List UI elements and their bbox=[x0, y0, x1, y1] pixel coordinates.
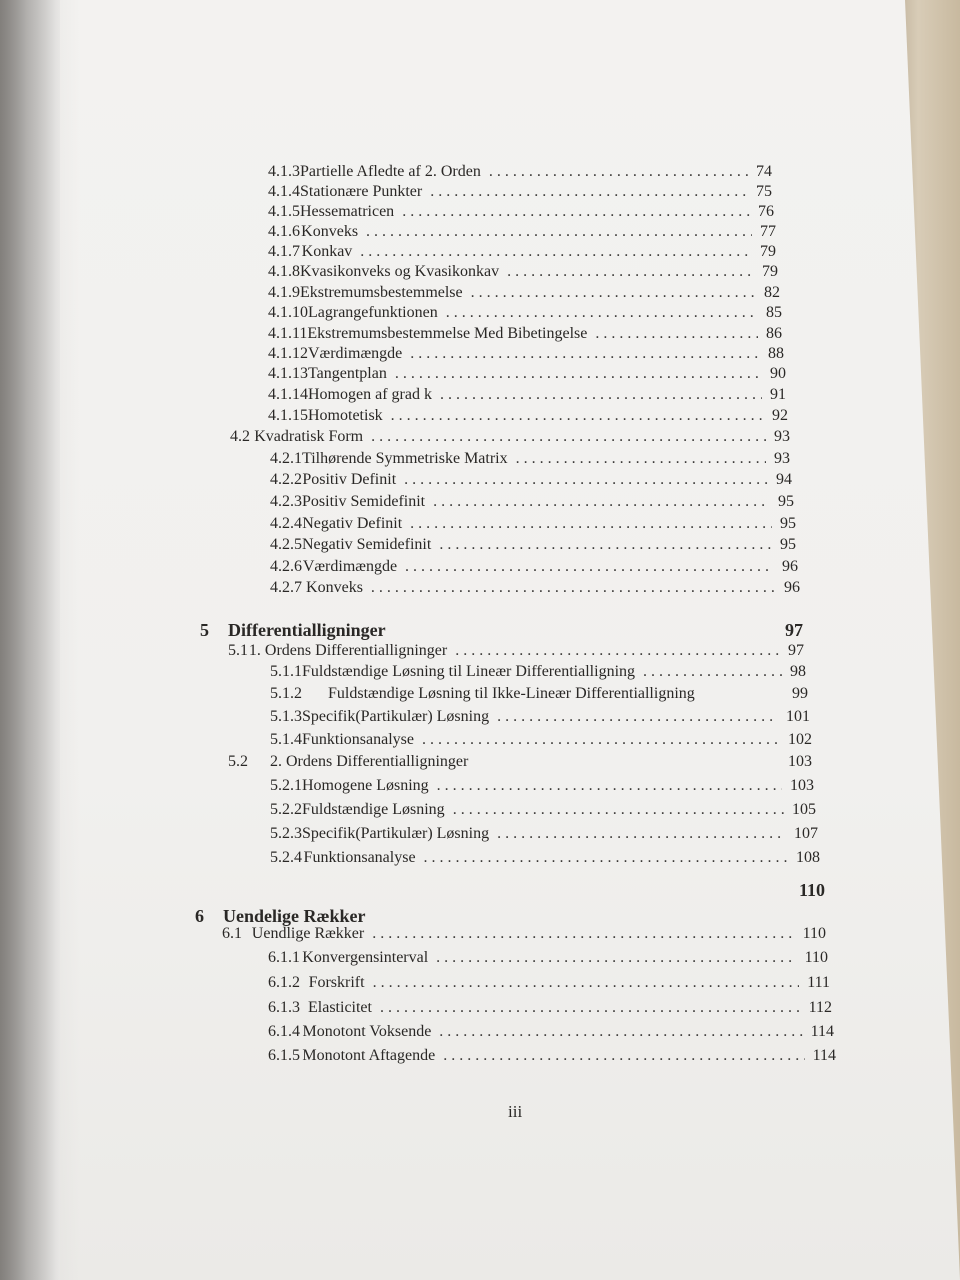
toc-title: Funktionsanalyse bbox=[303, 849, 416, 866]
toc-leader bbox=[489, 162, 748, 182]
toc-number: 4.1.14 bbox=[268, 386, 308, 403]
toc-number: 5.2.3 bbox=[270, 825, 302, 842]
toc-title: Forskrift bbox=[308, 974, 365, 991]
toc-entry-5-1-3 bbox=[270, 707, 810, 727]
toc-entry-6-1 bbox=[222, 924, 826, 944]
toc-leader bbox=[497, 707, 778, 727]
toc-leader bbox=[433, 492, 770, 512]
toc-leader bbox=[371, 427, 766, 447]
toc-page: 102 bbox=[788, 731, 812, 748]
toc-leader bbox=[643, 662, 782, 682]
toc-entry-5-2-1 bbox=[270, 776, 814, 796]
toc-title: Kvasikonveks og Kvasikonkav bbox=[300, 263, 500, 280]
toc-leader bbox=[372, 924, 794, 944]
toc-page: 110 bbox=[798, 880, 825, 900]
toc-title: Konkav bbox=[301, 243, 353, 260]
toc-leader bbox=[402, 202, 750, 222]
toc-leader bbox=[516, 449, 766, 469]
toc-entry-4-1-12 bbox=[268, 344, 784, 364]
toc-page: 110 bbox=[802, 925, 826, 942]
toc-title: Negativ Definit bbox=[302, 515, 403, 532]
toc-title: Stationære Punkter bbox=[300, 183, 423, 200]
toc-page: 112 bbox=[808, 999, 832, 1016]
toc-title: Positiv Definit bbox=[302, 471, 397, 488]
toc-title: Negativ Semidefinit bbox=[302, 536, 432, 553]
toc-page: 74 bbox=[756, 163, 772, 180]
toc-number: 5.2.1 bbox=[270, 777, 302, 794]
toc-leader bbox=[446, 303, 758, 323]
toc-entry-6-1-3 bbox=[268, 998, 832, 1018]
toc-page: 95 bbox=[780, 515, 796, 532]
toc-number: 5.1.4 bbox=[270, 731, 302, 748]
toc-title: Specifik(Partikulær) Løsning bbox=[302, 825, 490, 842]
toc-page: 95 bbox=[778, 493, 794, 510]
toc-page: 103 bbox=[788, 753, 812, 770]
toc-entry-6-1-4 bbox=[268, 1022, 834, 1042]
toc-entry-4-2-3 bbox=[270, 492, 794, 512]
toc-page: 97 bbox=[785, 620, 803, 640]
toc-page: 95 bbox=[780, 536, 796, 553]
toc-number: 5.1.1 bbox=[270, 663, 302, 680]
toc-title: Funktionsanalyse bbox=[302, 731, 414, 748]
toc-entry-5-1-1 bbox=[270, 662, 806, 682]
toc-leader bbox=[430, 182, 748, 202]
toc-page: 99 bbox=[792, 685, 808, 702]
toc-leader bbox=[410, 514, 772, 534]
page-number-roman: iii bbox=[508, 1102, 523, 1121]
toc-page: 94 bbox=[776, 471, 792, 488]
toc-page: 88 bbox=[768, 345, 784, 362]
toc-title: Uendelige Rækker bbox=[223, 906, 366, 926]
toc-leader bbox=[422, 730, 780, 750]
toc-title: Monotont Voksende bbox=[302, 1023, 432, 1040]
toc-title: Monotont Aftagende bbox=[302, 1047, 436, 1064]
toc-entry-5-1-4 bbox=[270, 730, 812, 750]
toc-number: 4.1.3 bbox=[268, 163, 300, 180]
toc-page: 79 bbox=[762, 263, 778, 280]
toc-leader bbox=[366, 222, 752, 242]
toc-page: 92 bbox=[772, 407, 788, 424]
toc-leader bbox=[440, 385, 762, 405]
toc-entry-5-1-2 bbox=[270, 684, 808, 704]
toc-leader bbox=[497, 824, 786, 844]
toc-page: 86 bbox=[766, 325, 782, 342]
toc-leader bbox=[373, 973, 800, 993]
toc-entry-4-2-2 bbox=[270, 470, 792, 490]
toc-number: 5.2.2 bbox=[270, 801, 302, 818]
toc-page: 105 bbox=[792, 801, 816, 818]
toc-title: Konveks bbox=[306, 579, 363, 596]
toc-number: 4.2.5 bbox=[270, 536, 302, 553]
toc-leader bbox=[391, 406, 764, 426]
toc-page: 93 bbox=[774, 428, 790, 445]
toc-entry-4-2-6 bbox=[270, 557, 798, 577]
toc-number: 4.2 bbox=[230, 428, 250, 445]
toc-entry-4-1-7 bbox=[268, 242, 776, 262]
toc-leader bbox=[371, 578, 776, 598]
toc-leader bbox=[453, 800, 784, 820]
toc-title: Værdimængde bbox=[308, 345, 403, 362]
toc-page: 96 bbox=[784, 579, 800, 596]
toc-entry-4-1-3 bbox=[268, 162, 772, 182]
toc-page: 76 bbox=[758, 203, 774, 220]
toc-page: 110 bbox=[804, 949, 828, 966]
toc-number: 5.2 bbox=[228, 753, 248, 770]
toc-title: Differentialligninger bbox=[228, 620, 386, 640]
toc-number: 5.1.2 bbox=[270, 685, 302, 702]
toc-leader bbox=[439, 1022, 802, 1042]
toc-number: 4.2.6 bbox=[270, 558, 302, 575]
toc-entry-4-1-10 bbox=[268, 303, 782, 323]
toc-page: 97 bbox=[788, 642, 804, 659]
toc-page: 77 bbox=[760, 223, 776, 240]
toc-entry-4-2-5 bbox=[270, 535, 796, 555]
toc-leader bbox=[360, 242, 752, 262]
toc-title: Homotetisk bbox=[308, 407, 383, 424]
toc-leader bbox=[404, 470, 768, 490]
toc-title: Partielle Afledte af 2. Orden bbox=[300, 163, 481, 180]
toc-title: Fuldstændige Løsning bbox=[302, 801, 445, 818]
toc-number: 5.2.4 bbox=[270, 849, 302, 866]
toc-number: 4.1.5 bbox=[268, 203, 300, 220]
toc-entry-4-1-4 bbox=[268, 182, 772, 202]
toc-entry-6-1-1 bbox=[268, 948, 828, 968]
toc-entry-4-2-4 bbox=[270, 514, 796, 534]
toc-leader bbox=[471, 283, 756, 303]
toc-number: 4.1.6 bbox=[268, 223, 300, 240]
toc-page: 98 bbox=[790, 663, 806, 680]
toc-number: 4.1.10 bbox=[268, 304, 308, 321]
toc-number: 5.1 bbox=[228, 642, 248, 659]
toc-title: Konveks bbox=[301, 223, 359, 240]
toc-leader bbox=[436, 948, 796, 968]
toc-title: 2. Ordens Differentialligninger bbox=[270, 753, 469, 770]
toc-leader bbox=[443, 1046, 804, 1066]
toc-entry-4-1-8 bbox=[268, 262, 778, 282]
toc-leader bbox=[395, 364, 762, 384]
toc-title: Kvadratisk Form bbox=[254, 428, 364, 445]
toc-page: 82 bbox=[764, 284, 780, 301]
toc-title: Elasticitet bbox=[308, 999, 372, 1016]
toc-leader bbox=[595, 324, 758, 344]
toc-entry-4-1-5 bbox=[268, 202, 774, 222]
toc-entry-4-2-1 bbox=[270, 449, 790, 469]
toc-title: Konvergensinterval bbox=[302, 949, 429, 966]
toc-title: Værdimængde bbox=[302, 558, 398, 575]
toc-page: 107 bbox=[794, 825, 818, 842]
toc-page: 75 bbox=[756, 183, 772, 200]
toc-entry-4-1-9 bbox=[268, 283, 780, 303]
toc-number: 4.1.8 bbox=[268, 263, 300, 280]
toc-leader bbox=[424, 848, 788, 868]
toc-number: 4.2.2 bbox=[270, 471, 302, 488]
toc-entry-4-2 bbox=[230, 427, 790, 447]
toc-leader bbox=[437, 776, 782, 796]
toc-title: Homogen af grad k bbox=[308, 386, 432, 403]
toc-entry-5-1 bbox=[228, 641, 804, 661]
toc-number: 4.2.1 bbox=[270, 450, 302, 467]
toc-title: Tilhørende Symmetriske Matrix bbox=[302, 450, 508, 467]
toc-title: Lagrangefunktionen bbox=[308, 304, 438, 321]
toc-entry-5-2 bbox=[228, 752, 812, 772]
toc-page: 114 bbox=[810, 1023, 834, 1040]
toc-entry-4-1-14 bbox=[268, 385, 786, 405]
toc-title: Specifik(Partikulær) Løsning bbox=[302, 708, 490, 725]
toc-entry-5-2-2 bbox=[270, 800, 816, 820]
toc-title: Hessematricen bbox=[300, 203, 395, 220]
toc-number: 4.1.4 bbox=[268, 183, 300, 200]
toc-title: Homogene Løsning bbox=[302, 777, 429, 794]
toc-entry-4-1-13 bbox=[268, 364, 786, 384]
toc-entry-5-2-4 bbox=[270, 848, 820, 868]
toc-entry-6-1-2 bbox=[268, 973, 830, 993]
toc-page: 79 bbox=[760, 243, 776, 260]
toc-entry-4-1-6 bbox=[268, 222, 776, 242]
toc-leader bbox=[455, 641, 780, 661]
toc-page: 111 bbox=[807, 974, 830, 991]
toc-number: 6 bbox=[195, 906, 204, 926]
toc-leader bbox=[405, 557, 774, 577]
toc-title: Uendlige Rækker bbox=[251, 925, 365, 942]
toc-entry-4-1-15 bbox=[268, 406, 788, 426]
toc-number: 4.1.15 bbox=[268, 407, 308, 424]
toc-entry-5-2-3 bbox=[270, 824, 818, 844]
toc-leader bbox=[439, 535, 772, 555]
toc-number: 4.1.7 bbox=[268, 243, 300, 260]
toc-title: Positiv Semidefinit bbox=[302, 493, 426, 510]
toc-title: Fuldstændige Løsning til Ikke-Lineær Differentialligning bbox=[328, 685, 695, 702]
toc-title: Tangentplan bbox=[308, 365, 387, 382]
toc-number: 4.1.13 bbox=[268, 365, 308, 382]
toc-number: 6.1.5 bbox=[268, 1047, 300, 1064]
toc-page: 103 bbox=[790, 777, 814, 794]
toc-title: Ekstremumsbestemmelse Med Bibetingelse bbox=[307, 325, 588, 342]
toc-number: 4.2.7 bbox=[270, 579, 302, 596]
toc-page: 85 bbox=[766, 304, 782, 321]
toc-leader bbox=[507, 262, 754, 282]
toc-leader bbox=[410, 344, 760, 364]
toc-number: 6.1.4 bbox=[268, 1023, 300, 1040]
toc-number: 6.1.3 bbox=[268, 999, 300, 1016]
toc-page: 101 bbox=[786, 708, 810, 725]
toc-title: Ekstremumsbestemmelse bbox=[300, 284, 463, 301]
toc-page: 93 bbox=[774, 450, 790, 467]
toc-number: 6.1.1 bbox=[268, 949, 300, 966]
toc-number: 4.1.11 bbox=[268, 325, 308, 342]
toc-number: 6.1.2 bbox=[268, 974, 300, 991]
toc-number: 6.1 bbox=[222, 925, 242, 942]
toc-number: 4.2.3 bbox=[270, 493, 302, 510]
toc-title: Fuldstændige Løsning til Lineær Differentialligning bbox=[302, 663, 636, 680]
toc-page: 91 bbox=[770, 386, 786, 403]
toc-entry-4-1-11 bbox=[268, 324, 782, 344]
toc-chapter-6 bbox=[195, 880, 825, 926]
toc-leader bbox=[380, 998, 801, 1018]
toc-entry-4-2-7 bbox=[270, 578, 800, 598]
toc-page: 90 bbox=[770, 365, 786, 382]
toc-number: 4.1.9 bbox=[268, 284, 300, 301]
toc-number: 5.1.3 bbox=[270, 708, 302, 725]
toc-chapter-5 bbox=[200, 620, 803, 640]
toc-title: 1. Ordens Differentialligninger bbox=[248, 642, 448, 659]
toc-page: 108 bbox=[796, 849, 820, 866]
toc-number: 4.1.12 bbox=[268, 345, 308, 362]
toc-number: 4.2.4 bbox=[270, 515, 302, 532]
toc-page: 96 bbox=[782, 558, 798, 575]
toc-entry-6-1-5 bbox=[268, 1046, 836, 1066]
toc-page: 114 bbox=[812, 1047, 836, 1064]
toc-number: 5 bbox=[200, 620, 209, 640]
